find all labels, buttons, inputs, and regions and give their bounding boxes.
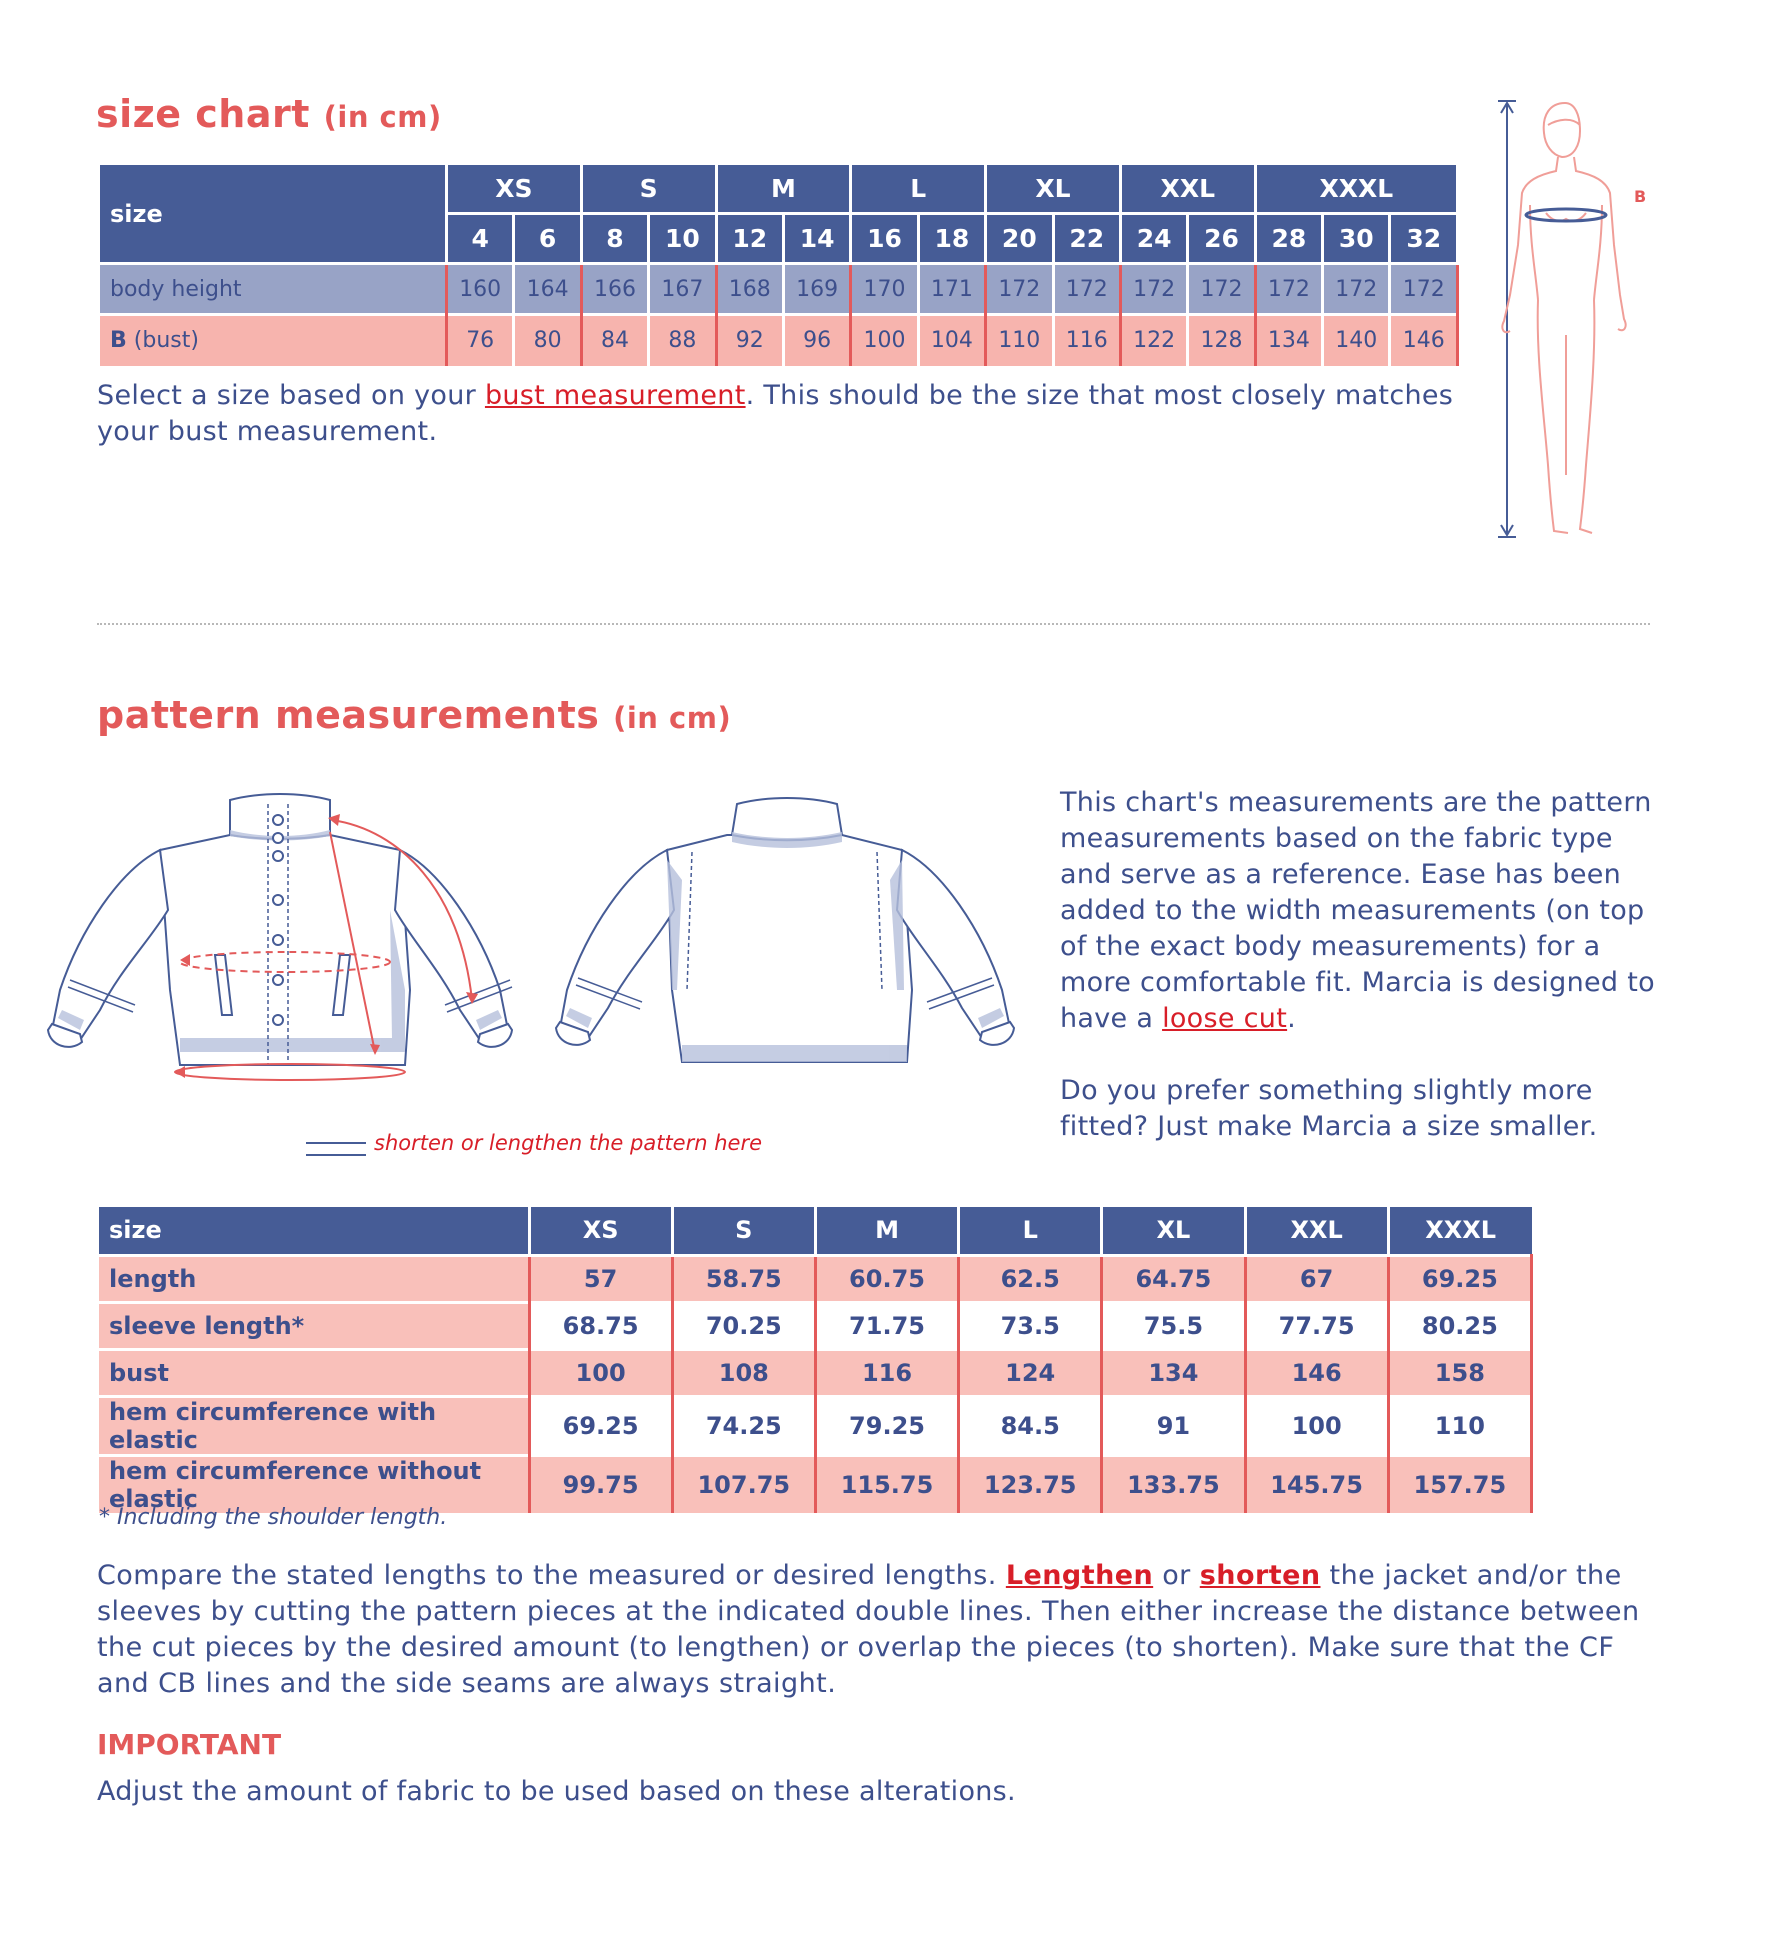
measurement-value: 115.75 xyxy=(815,1455,958,1513)
bust-value: 96 xyxy=(783,315,850,366)
measurement-value: 74.25 xyxy=(672,1396,815,1455)
note-pre: Select a size based on your xyxy=(97,380,485,411)
bust-label-text: (bust) xyxy=(133,328,199,354)
body-height-label: body height xyxy=(99,264,447,315)
pattern-title xyxy=(97,693,731,737)
bust-value: 116 xyxy=(1053,315,1120,366)
bust-value: 100 xyxy=(851,315,918,366)
size-number: 16 xyxy=(851,214,918,264)
pattern-size-xxxl: XXXL xyxy=(1388,1207,1531,1255)
body-height-value: 172 xyxy=(1188,264,1255,315)
measurement-value: 77.75 xyxy=(1245,1302,1388,1349)
bust-value: 134 xyxy=(1255,315,1322,366)
bust-label xyxy=(99,315,447,366)
size-number: 22 xyxy=(1053,214,1120,264)
front-body xyxy=(160,835,410,1065)
measurement-value: 157.75 xyxy=(1388,1455,1531,1513)
body-height-value: 172 xyxy=(1255,264,1322,315)
measurement-value: 100 xyxy=(529,1349,672,1396)
measurement-value: 62.5 xyxy=(959,1255,1102,1302)
loose-cut-link[interactable]: loose cut xyxy=(1162,1003,1288,1034)
bust-value: 104 xyxy=(918,315,985,366)
body-height-value: 169 xyxy=(783,264,850,315)
bust-value: 92 xyxy=(716,315,783,366)
measurement-value: 73.5 xyxy=(959,1302,1102,1349)
measurement-value: 124 xyxy=(959,1349,1102,1396)
pattern-description-2: Do you prefer something slightly more fitted? Just make Marcia a size smaller. xyxy=(1060,1075,1598,1142)
back-right-sleeve xyxy=(897,850,1010,1038)
pattern-size-xl: XL xyxy=(1102,1207,1245,1255)
measurement-value: 100 xyxy=(1245,1396,1388,1455)
size-group-xs: XS xyxy=(447,164,582,214)
measurement-value: 80.25 xyxy=(1388,1302,1531,1349)
compare-paragraph xyxy=(97,1558,1667,1702)
pattern-title-text: pattern measurements xyxy=(97,693,600,737)
row-label: sleeve length* xyxy=(99,1302,529,1349)
table-row xyxy=(99,1302,1532,1349)
jacket-front-illustration xyxy=(40,790,550,1105)
note-post: . This should be the size that most closely matches your bust measurement. xyxy=(97,380,1454,447)
measurement-value: 134 xyxy=(1102,1349,1245,1396)
size-group-xxl: XXL xyxy=(1120,164,1255,214)
front-left-sleeve xyxy=(52,850,168,1040)
bust-value: 146 xyxy=(1390,315,1458,366)
size-group-xxxl: XXXL xyxy=(1255,164,1457,214)
front-right-sleeve xyxy=(395,850,508,1040)
body-height-value: 160 xyxy=(447,264,514,315)
bust-marker: B xyxy=(1634,187,1647,206)
body-height-value: 164 xyxy=(514,264,581,315)
size-chart-unit: (in cm) xyxy=(323,100,442,134)
table-row xyxy=(99,1255,1532,1302)
body-height-value: 172 xyxy=(1053,264,1120,315)
measurement-value: 60.75 xyxy=(815,1255,958,1302)
row-label: hem circumference with elastic xyxy=(99,1396,529,1455)
table-row xyxy=(99,1455,1532,1513)
table-row xyxy=(99,1396,1532,1455)
pattern-size-s: S xyxy=(672,1207,815,1255)
size-number: 10 xyxy=(649,214,716,264)
compare-mid: or xyxy=(1153,1560,1200,1591)
bust-value: 128 xyxy=(1188,315,1255,366)
size-group-m: M xyxy=(716,164,851,214)
pattern-size-xxl: XXL xyxy=(1245,1207,1388,1255)
measurement-value: 70.25 xyxy=(672,1302,815,1349)
measurement-value: 123.75 xyxy=(959,1455,1102,1513)
bust-value: 140 xyxy=(1323,315,1390,366)
size-number: 18 xyxy=(918,214,985,264)
measurement-value: 75.5 xyxy=(1102,1302,1245,1349)
pattern-size-m: M xyxy=(815,1207,958,1255)
bust-value: 76 xyxy=(447,315,514,366)
size-number: 14 xyxy=(783,214,850,264)
pattern-unit: (in cm) xyxy=(613,701,732,735)
measurement-value: 79.25 xyxy=(815,1396,958,1455)
bust-measurement-link[interactable]: bust measurement xyxy=(484,380,746,411)
bust-value: 88 xyxy=(649,315,716,366)
measurement-value: 110 xyxy=(1388,1396,1531,1455)
important-title: IMPORTANT xyxy=(97,1728,282,1761)
measurement-value: 69.25 xyxy=(1388,1255,1531,1302)
bust-label-letter: B xyxy=(110,328,127,354)
back-left-sleeve xyxy=(560,850,674,1038)
jacket-back-illustration xyxy=(552,790,1042,1100)
back-body xyxy=(667,835,912,1062)
size-chart-note xyxy=(97,378,1477,450)
size-chart-table xyxy=(97,162,1459,366)
bust-value: 80 xyxy=(514,315,581,366)
desc-1-post: . xyxy=(1287,1003,1296,1034)
measurement-value: 146 xyxy=(1245,1349,1388,1396)
size-number: 32 xyxy=(1390,214,1458,264)
measurement-value: 57 xyxy=(529,1255,672,1302)
figure-outline xyxy=(1502,103,1625,533)
height-arrow xyxy=(1498,101,1516,537)
size-number: 26 xyxy=(1188,214,1255,264)
measurement-value: 158 xyxy=(1388,1349,1531,1396)
measurement-value: 71.75 xyxy=(815,1302,958,1349)
size-group-xl: XL xyxy=(986,164,1121,214)
pattern-size-xs: XS xyxy=(529,1207,672,1255)
row-label: hem circumference without elastic xyxy=(99,1455,529,1513)
bust-value: 122 xyxy=(1120,315,1187,366)
measurement-value: 133.75 xyxy=(1102,1455,1245,1513)
body-height-value: 170 xyxy=(851,264,918,315)
row-label: length xyxy=(99,1255,529,1302)
footnote: * Including the shoulder length. xyxy=(99,1505,448,1530)
body-height-value: 172 xyxy=(1120,264,1187,315)
bust-value: 84 xyxy=(581,315,648,366)
measurement-value: 145.75 xyxy=(1245,1455,1388,1513)
body-height-value: 172 xyxy=(1323,264,1390,315)
table-row xyxy=(99,1349,1532,1396)
size-number: 24 xyxy=(1120,214,1187,264)
measurement-value: 116 xyxy=(815,1349,958,1396)
size-number: 20 xyxy=(986,214,1053,264)
desc-1-pre: This chart's measurements are the pattern measurements based on the fabric type and serve as a reference. Ease has been added to the width measurements (on top of the exact body measurements) for a more comfortable fit. Marcia is designed to have a xyxy=(1060,787,1655,1034)
size-chart-title xyxy=(96,92,442,136)
size-number: 8 xyxy=(581,214,648,264)
size-number: 28 xyxy=(1255,214,1322,264)
body-figure xyxy=(1490,95,1650,545)
important-text: Adjust the amount of fabric to be used based on these alterations. xyxy=(97,1776,1016,1807)
measurement-value: 58.75 xyxy=(672,1255,815,1302)
body-height-value: 172 xyxy=(1390,264,1458,315)
body-height-value: 166 xyxy=(581,264,648,315)
size-header-label: size xyxy=(99,164,447,264)
legend-text: shorten or lengthen the pattern here xyxy=(374,1131,762,1155)
section-divider xyxy=(97,623,1650,625)
size-number: 30 xyxy=(1323,214,1390,264)
body-height-value: 171 xyxy=(918,264,985,315)
size-number: 12 xyxy=(716,214,783,264)
size-chart-title-text: size chart xyxy=(96,92,310,136)
body-height-value: 168 xyxy=(716,264,783,315)
back-collar xyxy=(732,798,842,840)
lengthen-link[interactable]: Lengthen xyxy=(1005,1560,1154,1591)
compare-pre: Compare the stated lengths to the measured or desired lengths. xyxy=(97,1560,1006,1591)
pattern-size-header: size xyxy=(99,1207,529,1255)
measurement-value: 67 xyxy=(1245,1255,1388,1302)
measurement-value: 68.75 xyxy=(529,1302,672,1349)
shorten-link[interactable]: shorten xyxy=(1199,1560,1321,1591)
measurement-value: 107.75 xyxy=(672,1455,815,1513)
size-number: 6 xyxy=(514,214,581,264)
bust-value: 110 xyxy=(986,315,1053,366)
pattern-description-1 xyxy=(1060,785,1660,1037)
pattern-description xyxy=(1060,785,1660,1145)
pattern-measurements-table xyxy=(99,1207,1533,1513)
measurement-value: 84.5 xyxy=(959,1396,1102,1455)
measurement-value: 108 xyxy=(672,1349,815,1396)
body-height-value: 167 xyxy=(649,264,716,315)
legend-double-line xyxy=(306,1142,366,1156)
size-number: 4 xyxy=(447,214,514,264)
measurement-value: 64.75 xyxy=(1102,1255,1245,1302)
compare-post: the jacket and/or the sleeves by cutting the pattern pieces at the indicated double lines. Then either increase the distance between the cut pieces by the desired amount (to lengthen) or overlap the pieces (to shorten). Make sure that the CF and CB lines and the side seams are always straight. xyxy=(97,1560,1640,1699)
row-label: bust xyxy=(99,1349,529,1396)
size-group-l: L xyxy=(851,164,986,214)
body-height-value: 172 xyxy=(986,264,1053,315)
measurement-value: 99.75 xyxy=(529,1455,672,1513)
measurement-value: 69.25 xyxy=(529,1396,672,1455)
size-group-s: S xyxy=(581,164,716,214)
measurement-value: 91 xyxy=(1102,1396,1245,1455)
pattern-size-l: L xyxy=(959,1207,1102,1255)
